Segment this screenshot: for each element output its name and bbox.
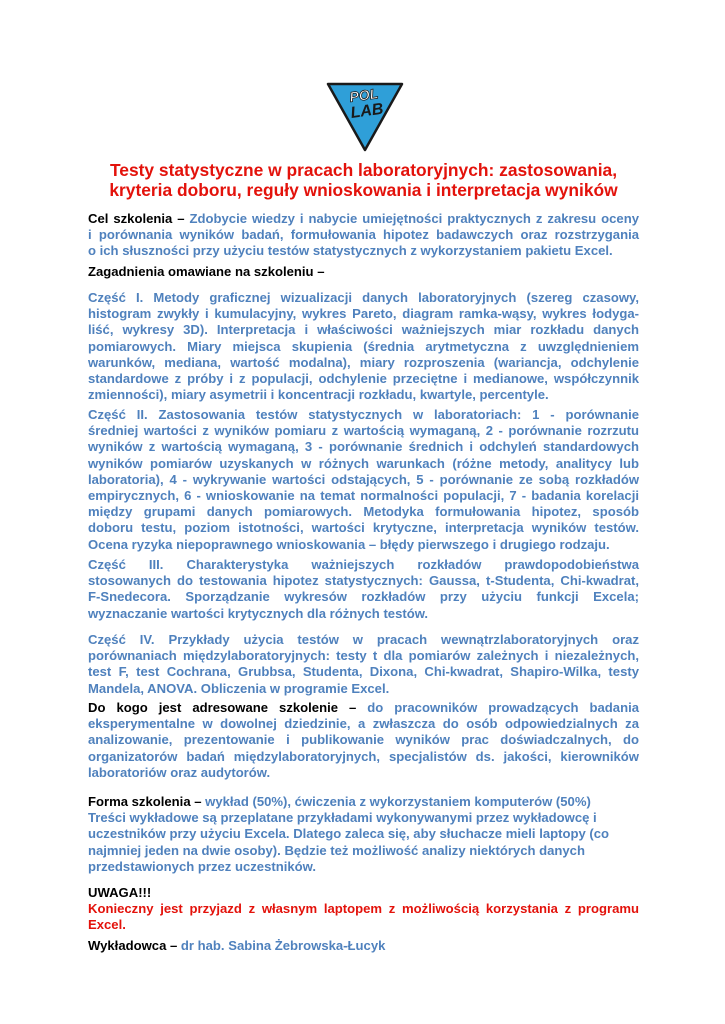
part-3 [88,557,639,622]
goal-label: Cel szkolenia – [88,211,185,226]
format-line: wykład (50%), ćwiczenia z wykorzystaniem komputerów (50%) [205,794,591,809]
topics-heading: Zagadnienia omawiane na szkoleniu – [88,264,325,279]
logo-line2: LAB [349,100,385,122]
format-line: uczestników przy użyciu Excela. Dlatego zaleca się, aby słuchacze mieli laptopy (co [88,826,610,842]
format-line: Treści wykładowe są przeplatane przykładami wykonywanymi przez wykładowcę i [88,810,597,826]
part-4-line: Mandela, ANOVA. Obliczenia w programie Excel. [88,680,390,696]
part-4-line: porównaniach międzylaboratoryjnych: testy t dla pomiarów zależnych i niezależnych, [88,648,639,664]
part-1-line: warunków, mediana, wartość modalna), miary rozproszenia (wariancja, odchylenie [88,354,639,370]
part-2-line: Część II. Zastosowania testów statystycznych w laboratoriach: 1 - porównanie [88,407,639,422]
lecturer-label: Wykładowca – [88,938,178,953]
warning-section [88,885,639,934]
part-3-line: Część III. Charakterystyka ważniejszych rozkładów prawdopodobieństwa [88,557,639,572]
part-2-line: laboratoria), 4 - wykrywanie wartości odstających, 5 - porównanie ze sobą rozkładów [88,471,639,487]
logo-line1: POL [348,85,380,106]
goal-line: i porównania wyników badań, formułowania hipotez badawczych oraz rozstrzygania [88,227,639,243]
part-1 [88,290,639,403]
lecturer-section [88,938,639,954]
warning-line: Konieczny jest przyjazd z własnym laptopem z możliwością korzystania z programu [88,901,639,917]
audience-line: laboratoriów oraz audytorów. [88,764,271,780]
part-4-line: Część IV. Przykłady użycia testów w pracach wewnątrzlaboratoryjnych oraz [88,632,639,647]
part-1-line: zmienności), miary asymetrii i koncentracji rozkładu, kwartyle, percentyle. [88,387,549,403]
part-2-line: Ocena ryzyka niepoprawnego wnioskowania – błędy pierwszego i drugiego rodzaju. [88,536,610,552]
format-label: Forma szkolenia – [88,794,202,809]
part-1-line: Część I. Metody graficznej wizualizacji danych laboratoryjnych (szereg czasowy, [88,290,639,305]
goal-line: Zdobycie wiedzy i nabycie umiejętności praktycznych z zakresu oceny [189,211,639,226]
pollab-logo [325,82,405,152]
format-line: przedstawionych przez uczestników. [88,858,316,874]
part-2-line: wyników z wartością wymaganą, 3 - porównanie średnich i odchyleń standardowych [88,439,639,455]
goal-section [88,211,639,260]
goal-line: o ich słuszności przy użyciu testów statystycznych z wykorzystaniem pakietu Excel. [88,243,613,259]
part-1-line: histogram zwykły i kumulacyjny, wykres Pareto, diagram ramka-wąsy, wykres łodyga- [88,306,639,322]
title-line-1: Testy statystyczne w pracach laboratoryjnych: zastosowania, [109,160,618,180]
audience-line: analizowanie, prezentowanie i publikowanie wyników prac doświadczalnych, do [88,732,639,748]
part-1-line: pomiarowych. Miary miejsca skupienia (średnia arytmetyczna z uwzględnieniem [88,338,639,354]
part-2-line: średniej wartości z wyników pomiaru z wartością wymaganą, 2 - porównanie rozrzutu [88,423,639,439]
warning-heading: UWAGA!!! [88,885,152,900]
lecturer-name: dr hab. Sabina Żebrowska-Łucyk [180,938,386,953]
audience-line: organizatorów badań międzylaboratoryjnych, specjalistów ds. jakości, kierowników [88,748,639,764]
audience-section [88,700,639,781]
warning-line: Excel. [88,917,126,933]
part-2-line: doboru testu, poziom istotności, wartości krytyczne, interpretacja wyników testów. [88,520,639,536]
part-2-line: empirycznych, 6 - wnioskowanie na temat normalności populacji, 7 - badania korelacji [88,488,639,504]
part-2-line: między grupami danych pomiarowych. Metodyka formułowania hipotez, sposób [88,504,639,520]
part-1-line: liść, wykresy 3D). Interpretacja i właściwości ważniejszych miar rozkładu danych [88,322,639,338]
document-title [88,160,639,200]
part-4 [88,632,639,697]
part-4-line: test F, test Cochrana, Grubbsa, Studenta, Dixona, Chi-kwadrat, Shapiro-Wilka, testy [88,664,639,680]
audience-line: do pracowników prowadzących badania [367,700,639,715]
part-3-line: F-Snedecora. Sporządzanie wykresów rozkładów przy użyciu funkcji Excela; [88,589,639,605]
part-3-line: stosowanych do testowania hipotez statystycznych: Gaussa, t-Studenta, Chi-kwadrat, [88,573,639,589]
audience-line: eksperymentalne w dowolnej dziedzinie, a zwłaszcza do osób odpowiedzialnych za [88,716,639,732]
format-line: najmniej jeden na dwie osoby). Będzie też możliwość analizy niektórych danych [88,842,585,858]
part-2-line: wyników pomiarów uzyskanych w różnych warunkach (różne metody, analitycy lub [88,455,639,471]
part-2 [88,407,639,553]
part-1-line: standardowe z próby i z populacji, odchylenie przeciętne i medianowe, współczynnik [88,371,639,387]
format-section [88,794,639,875]
part-3-line: wyznaczanie wartości krytycznych dla różnych testów. [88,605,429,621]
title-line-2: kryteria doboru, reguły wnioskowania i interpretacja wyników [109,180,618,200]
audience-label: Do kogo jest adresowane szkolenie – [88,700,357,715]
